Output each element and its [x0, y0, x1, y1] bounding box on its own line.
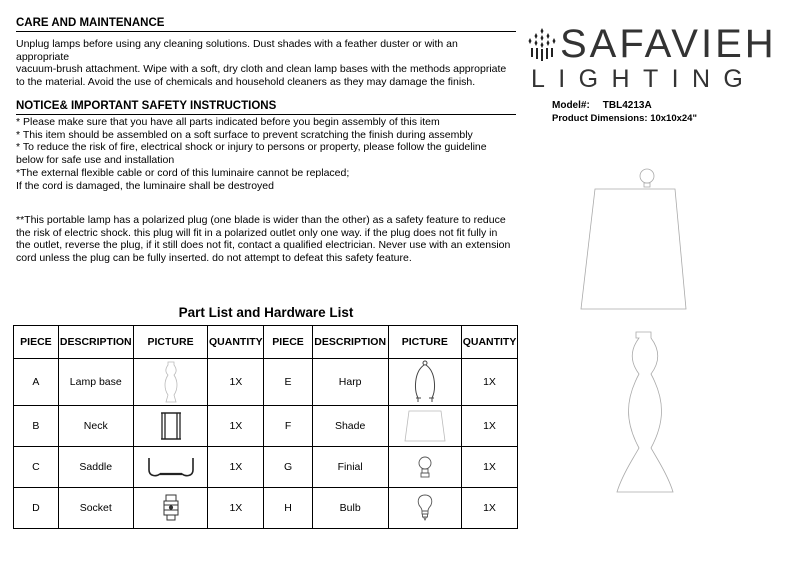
header-picture: PICTURE [388, 326, 462, 359]
model-value: TBL4213A [602, 100, 652, 111]
picture-cell [133, 359, 208, 406]
piece-cell: H [264, 488, 313, 529]
header-description: DESCRIPTION [58, 326, 133, 359]
safety-instructions-text [16, 116, 516, 192]
quantity-cell: 1X [462, 406, 518, 447]
quantity-cell: 1X [208, 488, 264, 529]
piece-cell: G [264, 447, 313, 488]
lamp-base-icon [158, 361, 184, 403]
dims-value: 10x10x24" [650, 113, 697, 124]
picture-cell [133, 406, 208, 447]
bulb-icon [415, 493, 435, 523]
care-maintenance-heading: CARE AND MAINTENANCE [16, 17, 516, 32]
polarized-line: cord unless the plug can be fully inserted. do not attempt to defeat this safety feature. [16, 252, 412, 265]
table-row [14, 488, 518, 529]
notice-line: * Please make sure that you have all parts indicated before you begin assembly of this item [16, 116, 440, 128]
care-maintenance-text [16, 38, 516, 89]
notice-line: * To reduce the risk of fire, electrical shock or injury to persons or property, please follow the guideline [16, 141, 487, 154]
parts-list-title: Part List and Hardware List [178, 305, 354, 320]
notice-line: *The external flexible cable or cord of this luminaire cannot be replaced; [16, 166, 350, 179]
neck-icon [159, 411, 183, 441]
piece-cell: D [14, 488, 59, 529]
description-cell: Socket [58, 488, 133, 529]
quantity-cell: 1X [208, 447, 264, 488]
quantity-cell: 1X [208, 359, 264, 406]
harp-icon [410, 360, 440, 404]
finial-neck-drawing [644, 183, 650, 187]
piece-cell: C [14, 447, 59, 488]
piece-cell: B [14, 406, 59, 447]
notice-line: below for safe use and installation [16, 154, 175, 167]
description-cell: Lamp base [58, 359, 133, 406]
table-header-row [14, 326, 518, 359]
model-label: Model#: [552, 100, 590, 111]
picture-cell [133, 447, 208, 488]
socket-icon [161, 493, 181, 523]
polarized-line: the outlet, reverse the plug, if it still does not fit, contact a qualified electrician. Never use with an extension [16, 239, 511, 252]
shade-drawing [581, 189, 686, 309]
polarized-plug-text [16, 214, 516, 265]
description-cell: Saddle [58, 447, 133, 488]
piece-cell: E [264, 359, 313, 406]
lamp-drawing [575, 160, 690, 498]
description-cell: Bulb [312, 488, 388, 529]
header-description: DESCRIPTION [312, 326, 388, 359]
picture-cell [388, 359, 462, 406]
notice-line: If the cord is damaged, the luminaire shall be destroyed [16, 179, 274, 192]
product-dimensions [552, 113, 697, 124]
logo-brand-text: SAFAVIEH [560, 22, 777, 66]
header-quantity: QUANTITY [208, 326, 264, 359]
description-cell: Harp [312, 359, 388, 406]
saddle-icon [146, 454, 196, 480]
base-drawing [617, 332, 673, 492]
table-row [14, 406, 518, 447]
picture-cell [133, 488, 208, 529]
piece-cell: F [264, 406, 313, 447]
picture-cell [388, 488, 462, 529]
logo-sub-text: LIGHTING [531, 65, 757, 93]
care-line: appropriate [16, 50, 70, 63]
model-number [552, 100, 652, 111]
dims-label: Product Dimensions: [552, 113, 648, 124]
header-picture: PICTURE [133, 326, 208, 359]
polarized-line: **This portable lamp has a polarized plug (one blade is wider than the other) as a safety feature to reduce [16, 214, 506, 226]
chandelier-mark-icon [527, 26, 557, 62]
description-cell: Shade [312, 406, 388, 447]
table-row [14, 447, 518, 488]
description-cell: Finial [312, 447, 388, 488]
piece-cell: A [14, 359, 59, 406]
polarized-line: the risk of electric shock. this plug will fit in a polarized outlet only one way. if the plug does not fit fully in [16, 226, 498, 239]
finial-icon [416, 454, 434, 480]
safavieh-lighting-logo [527, 22, 792, 93]
picture-cell [388, 406, 462, 447]
shade-icon [403, 409, 447, 443]
picture-cell [388, 447, 462, 488]
quantity-cell: 1X [462, 447, 518, 488]
header-piece: PIECE [14, 326, 59, 359]
care-line: vacuum-brush attachment. Wipe with a soft, dry cloth and clean lamp bases with the methods appropriate [16, 63, 507, 76]
quantity-cell: 1X [462, 359, 518, 406]
safety-instructions-heading: NOTICE& IMPORTANT SAFETY INSTRUCTIONS [16, 100, 516, 115]
description-cell: Neck [58, 406, 133, 447]
notice-line: * This item should be assembled on a soft surface to prevent scratching the finish during assembly [16, 128, 473, 141]
header-piece: PIECE [264, 326, 313, 359]
care-line: to the material. Avoid the use of chemicals and household cleaners as they may damage the finish. [16, 76, 476, 89]
finial-drawing [640, 169, 654, 183]
quantity-cell: 1X [208, 406, 264, 447]
header-quantity: QUANTITY [462, 326, 518, 359]
table-row [14, 359, 518, 406]
quantity-cell: 1X [462, 488, 518, 529]
parts-table [13, 325, 518, 529]
care-line: Unplug lamps before using any cleaning solutions. Dust shades with a feather duster or with an [16, 38, 458, 50]
